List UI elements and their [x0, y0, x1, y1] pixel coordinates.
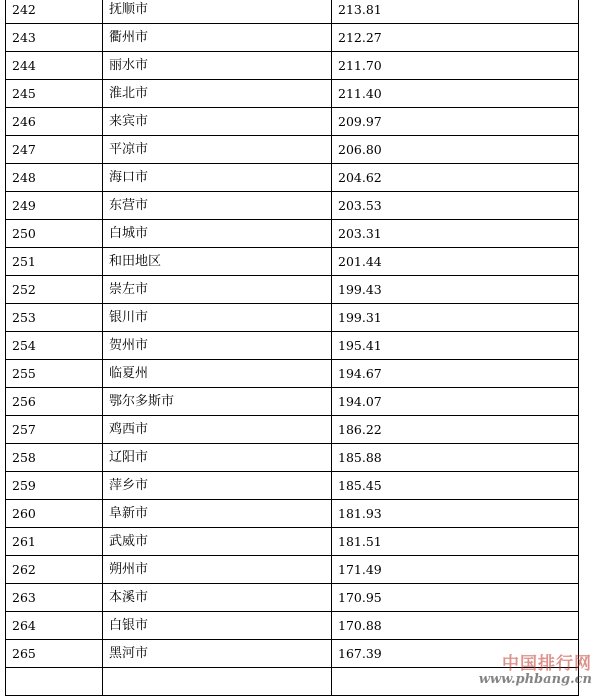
value-cell: 212.27 [332, 24, 579, 52]
watermark-url: www.phbang.cn [478, 672, 592, 688]
rank-cell: 244 [6, 52, 103, 80]
city-cell: 鄂尔多斯市 [103, 388, 332, 416]
value-cell: 181.51 [332, 528, 579, 556]
watermark [478, 653, 592, 688]
value-cell: 194.67 [332, 360, 579, 388]
table-row [6, 500, 579, 528]
city-cell: 辽阳市 [103, 444, 332, 472]
value-cell: 203.53 [332, 192, 579, 220]
table-row [6, 220, 579, 248]
value-cell: 213.81 [332, 0, 579, 24]
rank-cell: 258 [6, 444, 103, 472]
rank-cell: 256 [6, 388, 103, 416]
table-row [6, 136, 579, 164]
table-row [6, 556, 579, 584]
city-cell: 衢州市 [103, 24, 332, 52]
value-cell: 204.62 [332, 164, 579, 192]
city-cell: 银川市 [103, 304, 332, 332]
table-row [6, 0, 579, 24]
rank-cell: 255 [6, 360, 103, 388]
city-cell: 东营市 [103, 192, 332, 220]
value-cell: 181.93 [332, 500, 579, 528]
value-cell: 195.41 [332, 332, 579, 360]
table-row [6, 332, 579, 360]
table-row [6, 52, 579, 80]
city-cell: 朔州市 [103, 556, 332, 584]
rank-cell: 257 [6, 416, 103, 444]
ranking-table-container [5, 0, 579, 696]
city-cell: 贺州市 [103, 332, 332, 360]
rank-cell: 264 [6, 612, 103, 640]
value-cell: 170.88 [332, 612, 579, 640]
rank-cell: 243 [6, 24, 103, 52]
rank-cell: 254 [6, 332, 103, 360]
city-cell: 本溪市 [103, 584, 332, 612]
city-cell: 和田地区 [103, 248, 332, 276]
city-cell: 海口市 [103, 164, 332, 192]
table-row [6, 192, 579, 220]
rank-cell: 262 [6, 556, 103, 584]
city-cell: 来宾市 [103, 108, 332, 136]
table-row [6, 80, 579, 108]
table-row [6, 612, 579, 640]
rank-cell: 253 [6, 304, 103, 332]
table-row [6, 528, 579, 556]
value-cell: 167.39 [332, 640, 579, 668]
rank-cell: 260 [6, 500, 103, 528]
city-cell: 阜新市 [103, 500, 332, 528]
city-cell: 鸡西市 [103, 416, 332, 444]
city-cell: 萍乡市 [103, 472, 332, 500]
table-row [6, 388, 579, 416]
table-row [6, 416, 579, 444]
value-cell: 201.44 [332, 248, 579, 276]
city-cell: 淮北市 [103, 80, 332, 108]
value-cell: 211.70 [332, 52, 579, 80]
rank-cell: 250 [6, 220, 103, 248]
rank-cell [6, 668, 103, 696]
rank-cell: 248 [6, 164, 103, 192]
rank-cell: 261 [6, 528, 103, 556]
rank-cell: 245 [6, 80, 103, 108]
table-row [6, 108, 579, 136]
rank-cell: 251 [6, 248, 103, 276]
city-cell: 崇左市 [103, 276, 332, 304]
table-row [6, 276, 579, 304]
city-cell: 临夏州 [103, 360, 332, 388]
rank-cell: 242 [6, 0, 103, 24]
city-cell: 丽水市 [103, 52, 332, 80]
value-cell: 186.22 [332, 416, 579, 444]
city-cell: 武威市 [103, 528, 332, 556]
city-cell: 白银市 [103, 612, 332, 640]
value-cell: 203.31 [332, 220, 579, 248]
table-row [6, 472, 579, 500]
value-cell: 211.40 [332, 80, 579, 108]
value-cell: 209.97 [332, 108, 579, 136]
value-cell: 194.07 [332, 388, 579, 416]
rank-cell: 249 [6, 192, 103, 220]
table-row [6, 24, 579, 52]
table-row [6, 248, 579, 276]
rank-cell: 263 [6, 584, 103, 612]
city-cell: 黑河市 [103, 640, 332, 668]
city-cell [103, 668, 332, 696]
rank-cell: 247 [6, 136, 103, 164]
watermark-site-name: 中国排行网 [502, 653, 592, 674]
rank-cell: 265 [6, 640, 103, 668]
value-cell: 170.95 [332, 584, 579, 612]
table-row [6, 304, 579, 332]
rank-cell: 246 [6, 108, 103, 136]
rank-cell: 252 [6, 276, 103, 304]
city-cell: 平凉市 [103, 136, 332, 164]
table-row [6, 360, 579, 388]
value-cell: 185.45 [332, 472, 579, 500]
value-cell: 171.49 [332, 556, 579, 584]
value-cell: 185.88 [332, 444, 579, 472]
table-row [6, 584, 579, 612]
table-row [6, 444, 579, 472]
table-row [6, 164, 579, 192]
city-cell: 抚顺市 [103, 0, 332, 24]
ranking-table [5, 0, 579, 696]
value-cell: 199.43 [332, 276, 579, 304]
ranking-table-body [6, 0, 579, 696]
value-cell: 199.31 [332, 304, 579, 332]
city-cell: 白城市 [103, 220, 332, 248]
value-cell: 206.80 [332, 136, 579, 164]
rank-cell: 259 [6, 472, 103, 500]
